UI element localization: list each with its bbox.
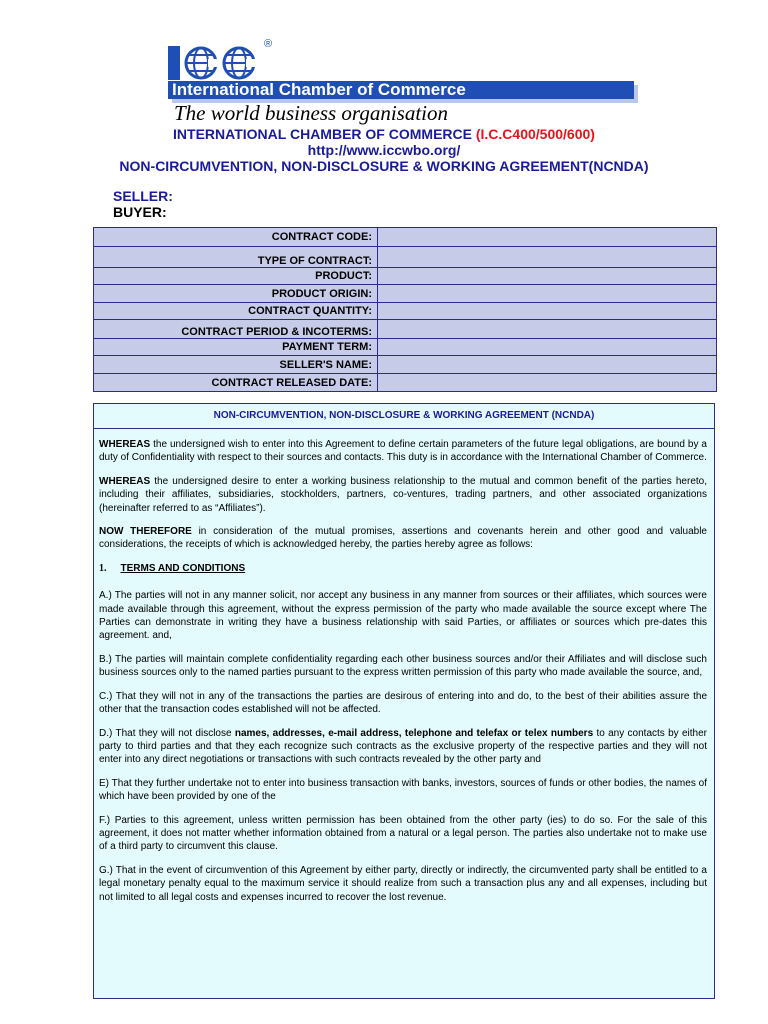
clause-e: E) That they further undertake not to enter into business transaction with banks, investors, sources of funds or other bodies, the names of which have been provided by one of the: [99, 777, 707, 803]
globe-c-icon: [184, 46, 218, 80]
contract-details-table: [93, 227, 717, 392]
doc-title: NON-CIRCUMVENTION, NON-DISCLOSURE & WORKING AGREEMENT(NCNDA): [119, 158, 649, 174]
clause-g: G.) That in the event of circumvention of this Agreement by either party, directly or indirectly, the circumvented party shall be entitled to a legal monetary penalty equal to the maximum service it should realize from such a transaction plus any and all expenses, including but not limited to all legal costs and expenses incurred to recover the lost revenue.: [99, 864, 707, 903]
row-label: CONTRACT RELEASED DATE:: [94, 374, 378, 392]
table-row: [94, 356, 717, 374]
table-row: [94, 339, 717, 356]
table-row: [94, 228, 717, 247]
globe-c-icon: [222, 46, 256, 80]
org-name: INTERNATIONAL CHAMBER OF COMMERCE: [173, 126, 476, 142]
icc-logo-mark: [168, 40, 272, 80]
row-label: CONTRACT QUANTITY:: [94, 303, 378, 320]
table-row: [94, 303, 717, 320]
row-label: PRODUCT:: [94, 268, 378, 285]
row-label: CONTRACT CODE:: [94, 228, 378, 247]
row-label: PAYMENT TERM:: [94, 339, 378, 356]
seller-label: SELLER:: [113, 188, 173, 204]
clause-text: the undersigned wish to enter into this Agreement to define certain parameters of the future legal obligations, are bound by a duty of Confidentiality with respect to their sources and contacts. This duty is in accordance with the International Chamber of Commerce.: [99, 439, 707, 464]
icc-letter-i: [168, 46, 180, 80]
row-value-field[interactable]: [378, 247, 717, 268]
row-value-field[interactable]: [378, 228, 717, 247]
row-label: CONTRACT PERIOD & INCOTERMS:: [94, 320, 378, 339]
table-row: [94, 285, 717, 303]
table-row: [94, 268, 717, 285]
row-label: PRODUCT ORIGIN:: [94, 285, 378, 303]
row-label: SELLER'S NAME:: [94, 356, 378, 374]
clause-text: the undersigned desire to enter a working business relationship to the mutual and common benefit of the parties hereto, including their affiliates, subsidiaries, stockholders, partners, co-ventures, trading partners, and other associated organizations (hereinafter referred to as “Affiliates”).: [99, 475, 707, 514]
whereas-clause-2: [99, 475, 707, 515]
clause-text: to any contacts by either party to third parties and that they each recognize such contracts as the exclusive property of the respective parties and they will not enter into any direct negotiations or transactions with such contracts revealed by the other party and: [99, 727, 707, 766]
row-value-field[interactable]: [378, 285, 717, 303]
table-row: [94, 320, 717, 339]
row-value-field[interactable]: [378, 268, 717, 285]
logo-name-bar: International Chamber of Commerce: [168, 81, 634, 99]
org-url-link[interactable]: http://www.iccwbo.org/: [307, 142, 461, 158]
clause-a: A.) The parties will not in any manner solicit, nor accept any business in any manner from sources or their affiliates, which sources were made available through this agreement, without the express permission of the party who made available the source except where The Parties can demonstrate in writing they have a business relationship with said Parties, or affiliates or sources which pre-dates this agreement. and,: [99, 590, 707, 642]
clause-d: [99, 727, 707, 767]
agreement-box: [93, 403, 715, 999]
row-value-field[interactable]: [378, 339, 717, 356]
section-title: TERMS AND CONDITIONS: [120, 562, 246, 574]
row-value-field[interactable]: [378, 356, 717, 374]
section-number: 1.: [99, 562, 107, 574]
parties-block: [113, 188, 173, 220]
table-row: [94, 247, 717, 268]
agreement-body: [94, 429, 714, 904]
section-heading: [99, 562, 707, 575]
clause-lead: WHEREAS: [99, 439, 151, 450]
icc-logo: [168, 38, 638, 125]
clause-bold-text: names, addresses, e-mail address, telephone and telefax or telex numbers: [234, 727, 594, 739]
clause-text: in consideration of the mutual promises, assertions and covenants herein and other good and valuable considerations, the receipts of which is acknowledged hereby, the parties hereby agree as follows:: [99, 526, 707, 551]
clause-lead: NOW THEREFORE: [99, 526, 192, 538]
whereas-clause-1: [99, 438, 707, 465]
doc-heading-org: [0, 126, 768, 142]
now-therefore-clause: [99, 525, 707, 552]
clause-b: B.) The parties will maintain complete confidentiality regarding each other business sources and/or their Affiliates and will disclose such business sources only to the named parties pursuant to the express written permission of this party who made available the source, and,: [99, 653, 707, 679]
buyer-label: BUYER:: [113, 204, 167, 220]
table-row: [94, 374, 717, 392]
clause-text: D.) That they will not disclose: [99, 727, 235, 739]
clause-c: C.) That they will not in any of the transactions the parties are desirous of entering into and do, to the best of their abilities assure the other that the transaction codes established will not be affected.: [99, 690, 707, 716]
row-value-field[interactable]: [378, 320, 717, 339]
org-code: (I.C.C400/500/600): [475, 126, 595, 142]
logo-tagline: The world business organisation: [174, 101, 449, 125]
row-label: TYPE OF CONTRACT:: [94, 247, 378, 268]
row-value-field[interactable]: [378, 374, 717, 392]
agreement-title: NON-CIRCUMVENTION, NON-DISCLOSURE & WORKING AGREEMENT (NCNDA): [94, 404, 714, 429]
clause-f: F.) Parties to this agreement, unless written permission has been obtained from the other party (ies) to do so. For the sale of this agreement, it does not matter whether information obtained from a natural or a legal person. The parties also undertake not to make use of a third party to circumvent this clause.: [99, 814, 707, 853]
clause-lead: WHEREAS: [99, 475, 151, 487]
row-value-field[interactable]: [378, 303, 717, 320]
registered-mark: ®: [264, 38, 273, 50]
